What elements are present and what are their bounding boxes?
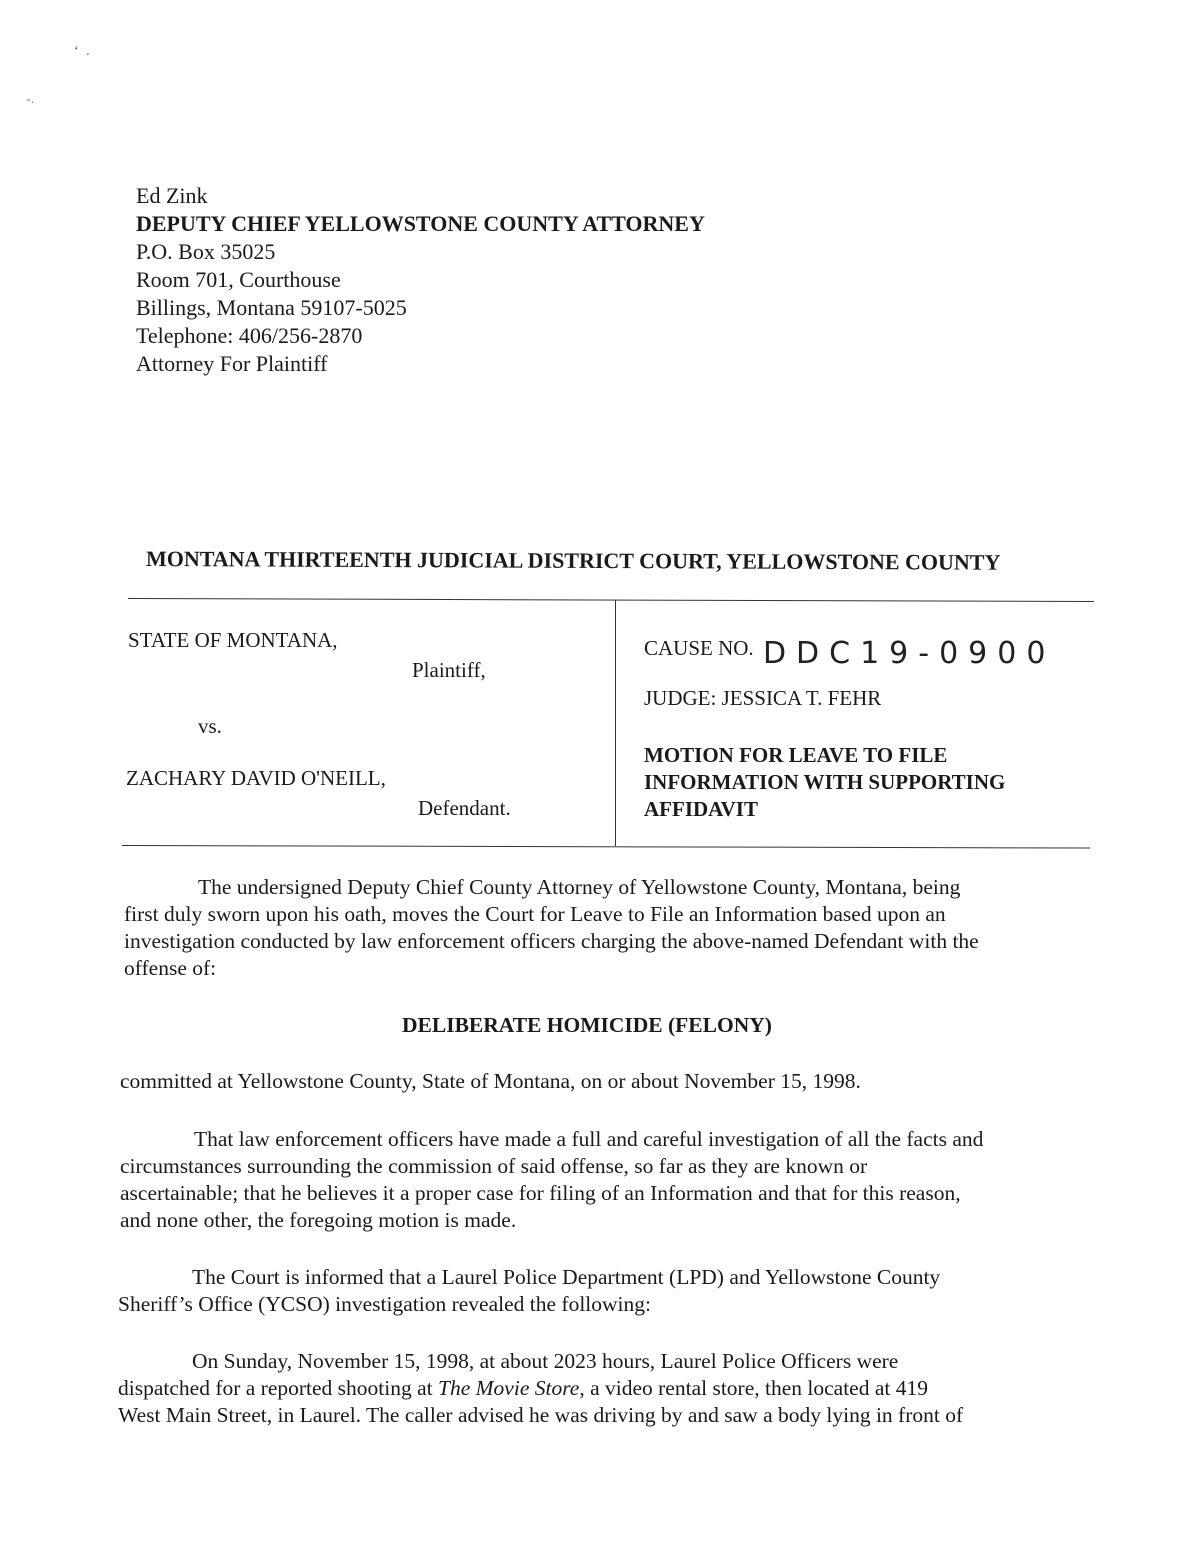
caption-top-rule [128,598,1094,602]
paragraph-line: Sheriff’s Office (YCSO) investigation revealed the following: [118,1292,651,1316]
plaintiff-name: STATE OF MONTANA, [128,628,338,652]
attorney-title: DEPUTY CHIEF YELLOWSTONE COUNTY ATTORNEY [136,211,705,236]
cause-number-handwritten: DDC19-0900 [762,636,1056,671]
store-name: The Movie Store [438,1376,580,1400]
attorney-role: Attorney For Plaintiff [136,351,328,376]
attorney-city: Billings, Montana 59107-5025 [136,295,407,320]
cause-label: CAUSE NO. [644,636,754,660]
paragraph-line: and none other, the foregoing motion is made. [120,1208,517,1232]
judge: JUDGE: JESSICA T. FEHR [644,686,882,710]
paragraph-line [118,1375,1078,1402]
paragraph-line: West Main Street, in Laurel. The caller advised he was driving by and saw a body lying in front of [118,1403,964,1427]
paragraph-text: dispatched for a reported shooting at [118,1376,439,1400]
defendant-name: ZACHARY DAVID O'NEILL, [126,766,386,790]
caption-divider [615,600,616,846]
paragraph-line: ascertainable; that he believes it a proper case for filing of an Information and that for this reason, [120,1181,961,1205]
attorney-po-box: P.O. Box 35025 [136,239,276,264]
cause-number [644,628,1056,671]
paragraph-line: The undersigned Deputy Chief County Attorney of Yellowstone County, Montana, being [198,875,961,899]
paragraph-line: first duly sworn upon his oath, moves the Court for Leave to File an Information based upon an [124,902,946,926]
motion-title-line: AFFIDAVIT [644,797,758,821]
caption-bottom-rule [122,845,1090,849]
attorney-header [136,182,705,378]
paragraph-line: On Sunday, November 15, 1998, at about 2023 hours, Laurel Police Officers were [192,1349,899,1373]
offense-date-paragraph: committed at Yellowstone County, State of Montana, on or about November 15, 1998. [120,1069,861,1093]
motion-paragraph [124,874,1084,982]
attorney-name: Ed Zink [136,183,208,208]
charge-heading: DELIBERATE HOMICIDE (FELONY) [402,1013,772,1037]
paragraph-text: , a video rental store, then located at 419 [579,1376,928,1400]
plaintiff-role: Plaintiff, [412,658,486,682]
paragraph-line: circumstances surrounding the commission of said offense, so far as they are known or [120,1154,868,1178]
scan-speck: -. [26,92,35,107]
court-title: MONTANA THIRTEENTH JUDICIAL DISTRICT COURT, YELLOWSTONE COUNTY [145,546,1001,575]
facts-paragraph [118,1348,1078,1429]
attorney-room: Room 701, Courthouse [136,267,341,292]
scan-speck: ‘ . [74,44,92,59]
attorney-telephone: Telephone: 406/256-2870 [136,323,363,348]
motion-title-line: MOTION FOR LEAVE TO FILE [644,743,948,767]
motion-title-line: INFORMATION WITH SUPPORTING [644,770,1006,794]
defendant-role: Defendant. [418,796,511,820]
versus: vs. [198,714,222,738]
paragraph-line: investigation conducted by law enforcement officers charging the above-named Defendant with the [124,929,979,953]
investigation-paragraph [120,1126,1080,1234]
paragraph-line: offense of: [124,956,217,980]
paragraph-line: The Court is informed that a Laurel Police Department (LPD) and Yellowstone County [192,1265,941,1289]
paragraph-line: That law enforcement officers have made a full and careful investigation of all the facts and [194,1127,984,1151]
informed-paragraph [118,1264,1078,1318]
motion-title [644,742,1005,823]
